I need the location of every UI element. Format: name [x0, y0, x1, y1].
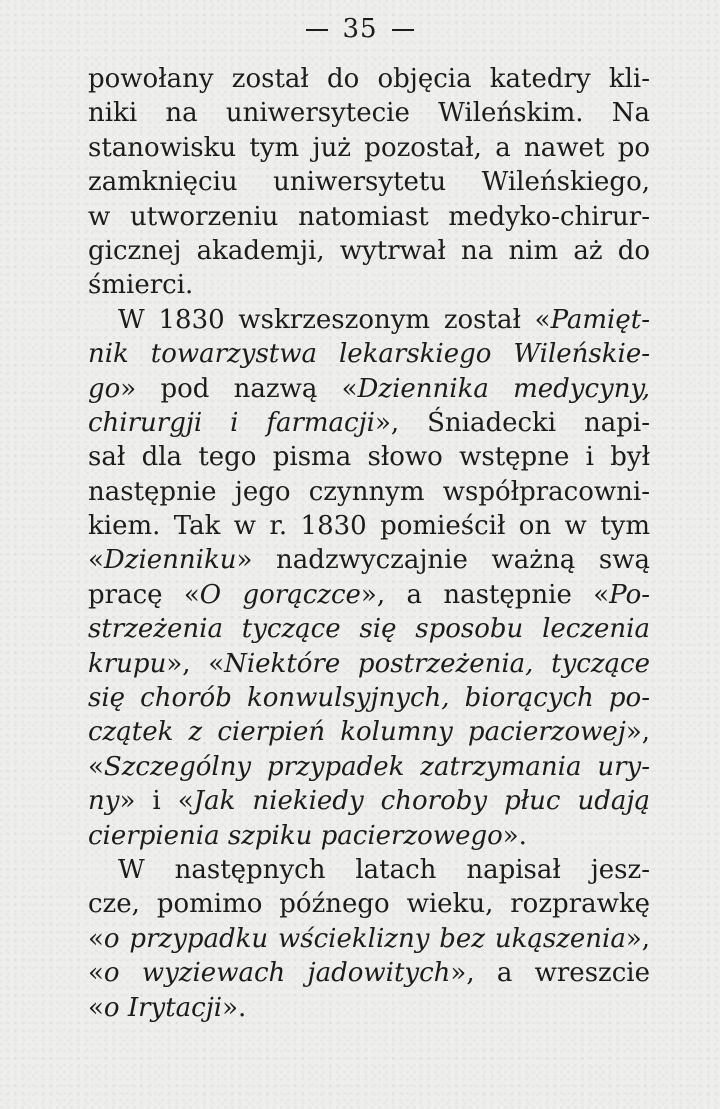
text-line-20: czątek z cierpień kolumny pacierzowej», — [88, 717, 650, 748]
text-line-9: nik towarzystwa lekarskiego Wileńskie- — [88, 339, 650, 370]
text-line-25: cze, pomimo późnego wieku, rozprawkę — [88, 889, 650, 920]
text-line-6: gicznej akademji, wytrwał na nim aż do — [88, 235, 650, 266]
text-line-12: sał dla tego pisma słowo wstępne i był — [88, 442, 650, 473]
text-line-23: cierpienia szpiku pacierzowego». — [88, 820, 527, 851]
header-dash-right — [392, 29, 414, 31]
text-line-10: go» pod nazwą «Dziennika medycyny, — [88, 373, 650, 404]
text-line-14: kiem. Tak w r. 1830 pomieścił on w tym — [88, 511, 650, 542]
text-line-4: zamknięciu uniwersytetu Wileńskiego, — [88, 167, 650, 198]
text-line-28: «o Irytacji». — [88, 992, 247, 1023]
page-header — [0, 14, 720, 44]
text-line-21: «Szczególny przypadek zatrzymania ury- — [88, 751, 650, 782]
text-line-13: następnie jego czynnym współpracowni- — [88, 476, 650, 507]
text-line-26: «o przypadku wścieklizny bez ukąszenia», — [88, 923, 650, 954]
text-line-8: W 1830 wskrzeszonym został «Pamięt- — [118, 304, 650, 335]
header-dash-left — [306, 29, 328, 31]
body-text — [88, 62, 650, 1025]
page-number: 35 — [342, 14, 378, 44]
text-line-16: pracę «O gorączce», a następnie «Po- — [88, 579, 651, 610]
text-line-24: W następnych latach napisał jesz- — [118, 854, 650, 885]
text-line-27: «o wyziewach jadowitych», a wreszcie — [88, 958, 650, 989]
text-line-11: chirurgji i farmacji», Śniadecki napi- — [88, 407, 650, 438]
text-line-2: niki na uniwersytecie Wileńskim. Na — [88, 98, 650, 129]
text-line-3: stanowisku tym już pozostał, a nawet po — [88, 132, 650, 163]
text-line-22: ny» i «Jak niekiedy choroby płuc udają — [88, 786, 650, 817]
text-line-19: się chorób konwulsyjnych, biorących po- — [88, 683, 650, 714]
text-line-17: strzeżenia tyczące się sposobu leczenia — [88, 614, 650, 645]
text-line-18: krupu», «Niektóre postrzeżenia, tyczące — [88, 648, 650, 679]
text-line-7: śmierci. — [88, 270, 194, 301]
text-line-1: powołany został do objęcia katedry kli- — [88, 64, 650, 94]
text-line-5: w utworzeniu natomiast medyko-chirur- — [88, 201, 650, 232]
text-line-15: «Dzienniku» nadzwyczajnie ważną swą — [88, 545, 650, 576]
